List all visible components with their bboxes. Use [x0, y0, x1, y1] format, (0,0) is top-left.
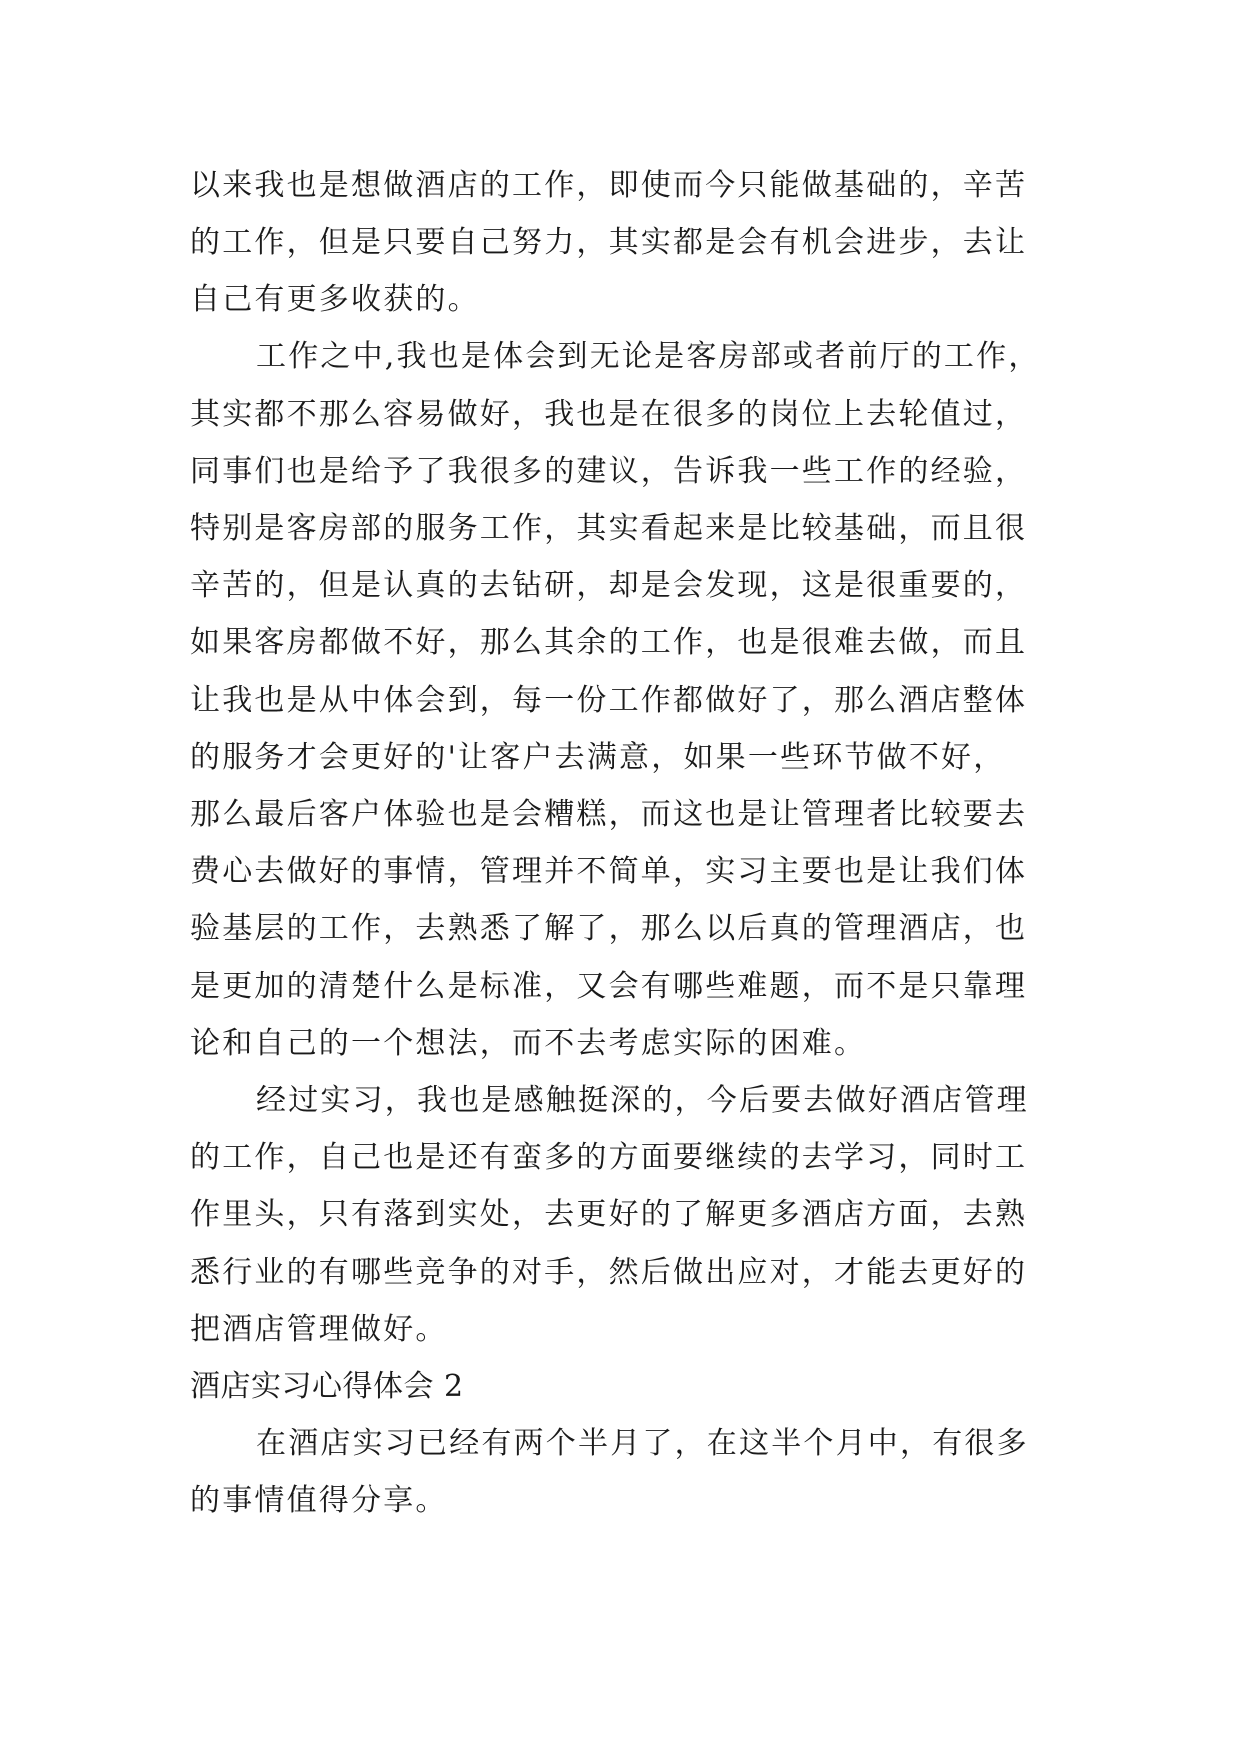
paragraph-line: 作里头，只有落到实处，去更好的了解更多酒店方面，去熟: [190, 1197, 1028, 1232]
paragraph-line: 的工作，但是只要自己努力，其实都是会有机会进步，去让: [190, 225, 1028, 260]
paragraph-line: 如果客房都做不好，那么其余的工作，也是很难去做，而且: [190, 625, 1028, 660]
paragraph-line: 特别是客房部的服务工作，其实看起来是比较基础，而且很: [190, 511, 1028, 546]
paragraph-line: 同事们也是给予了我很多的建议，告诉我一些工作的经验，: [190, 454, 1028, 489]
paragraph-line: 在酒店实习已经有两个半月了，在这半个月中，有很多: [256, 1426, 1029, 1461]
paragraph-line: 的工作，自己也是还有蛮多的方面要继续的去学习，同时工: [190, 1140, 1028, 1175]
paragraph-line: 论和自己的一个想法，而不去考虑实际的困难。: [190, 1026, 867, 1061]
section-heading: 酒店实习心得体会 2: [190, 1369, 464, 1404]
paragraph-line: 以来我也是想做酒店的工作，即使而今只能做基础的，辛苦: [190, 168, 1028, 203]
paragraph-line: 辛苦的，但是认真的去钻研，却是会发现，这是很重要的，: [190, 568, 1028, 603]
paragraph-line: 悉行业的有哪些竞争的对手，然后做出应对，才能去更好的: [190, 1255, 1028, 1290]
paragraph-line: 工作之中,我也是体会到无论是客房部或者前厅的工作，: [256, 339, 1041, 374]
paragraph-line: 让我也是从中体会到，每一份工作都做好了，那么酒店整体: [190, 683, 1028, 718]
paragraph-line: 那么最后客户体验也是会糟糕，而这也是让管理者比较要去: [190, 797, 1028, 832]
paragraph-line: 验基层的工作，去熟悉了解了，那么以后真的管理酒店，也: [190, 911, 1028, 946]
paragraph-line: 是更加的清楚什么是标准，又会有哪些难题，而不是只靠理: [190, 969, 1028, 1004]
paragraph-line: 自己有更多收获的。: [190, 282, 480, 317]
paragraph-line: 把酒店管理做好。: [190, 1312, 448, 1347]
paragraph-line: 费心去做好的事情，管理并不简单，实习主要也是让我们体: [190, 854, 1028, 889]
paragraph-line: 其实都不那么容易做好，我也是在很多的岗位上去轮值过，: [190, 397, 1028, 432]
paragraph-line: 经过实习，我也是感触挺深的，今后要去做好酒店管理: [256, 1083, 1029, 1118]
paragraph-line: 的事情值得分享。: [190, 1483, 448, 1518]
paragraph-line: 的服务才会更好的'让客户去满意，如果一些环节做不好，: [190, 740, 1006, 775]
